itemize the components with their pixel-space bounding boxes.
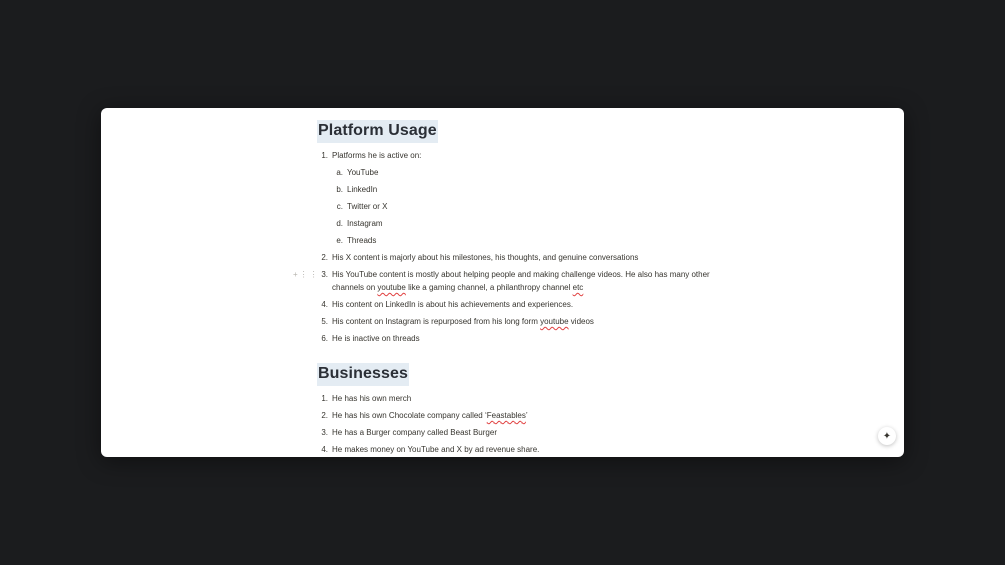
list-item[interactable]: 5. His content on Instagram is repurposed from his long form youtube videos	[321, 317, 594, 326]
list-item[interactable]: 2. He has his own Chocolate company called ‘Feastables’	[321, 411, 528, 420]
platform-usage-list	[293, 149, 737, 345]
list-item[interactable]: +⋮⋮ 3. His YouTube content is mostly about helping people and making challenge videos. He also has many other channels on youtube like a gaming channel, a philanthropy channel etc	[293, 270, 710, 292]
heading-businesses[interactable]: Businesses	[317, 363, 409, 386]
list-item[interactable]: 1. He has his own merch	[321, 394, 412, 403]
misspelled-word[interactable]: youtube	[540, 317, 569, 326]
plus-icon[interactable]: +	[293, 270, 300, 279]
document-page	[101, 108, 904, 457]
list-item[interactable]: a. YouTube	[336, 168, 379, 177]
sparkle-icon: ✦	[882, 430, 892, 442]
drag-handle-icon[interactable]: ⋮⋮	[299, 270, 320, 279]
list-item[interactable]: 3. He has a Burger company called Beast Burger	[321, 428, 497, 437]
block-controls	[293, 268, 320, 281]
misspelled-word[interactable]: youtube	[377, 283, 406, 292]
list-item[interactable]: 4. His content on LinkedIn is about his achievements and experiences.	[321, 300, 574, 309]
list-item[interactable]: e. Threads	[336, 236, 377, 245]
businesses-list	[317, 392, 737, 456]
misspelled-word[interactable]: Feastables	[486, 411, 526, 420]
list-item[interactable]: b. LinkedIn	[336, 185, 378, 194]
platforms-sublist	[332, 166, 737, 247]
list-item[interactable]: c. Twitter or X	[336, 202, 388, 211]
ai-assist-button[interactable]	[878, 427, 896, 445]
list-item[interactable]: d. Instagram	[336, 219, 383, 228]
document-content	[293, 120, 737, 457]
heading-platform-usage[interactable]: Platform Usage	[317, 120, 438, 143]
list-item[interactable]: 1. Platforms he is active on: a. YouTube b. LinkedIn c. Twitter or X d. Instagram e. Threads	[317, 149, 737, 247]
misspelled-word[interactable]: etc	[572, 283, 584, 292]
list-item[interactable]: 4. He makes money on YouTube and X by ad revenue share.	[321, 445, 540, 454]
list-item[interactable]: 2. His X content is majorly about his milestones, his thoughts, and genuine conversations	[321, 253, 639, 262]
list-item[interactable]: 6. He is inactive on threads	[321, 334, 420, 343]
